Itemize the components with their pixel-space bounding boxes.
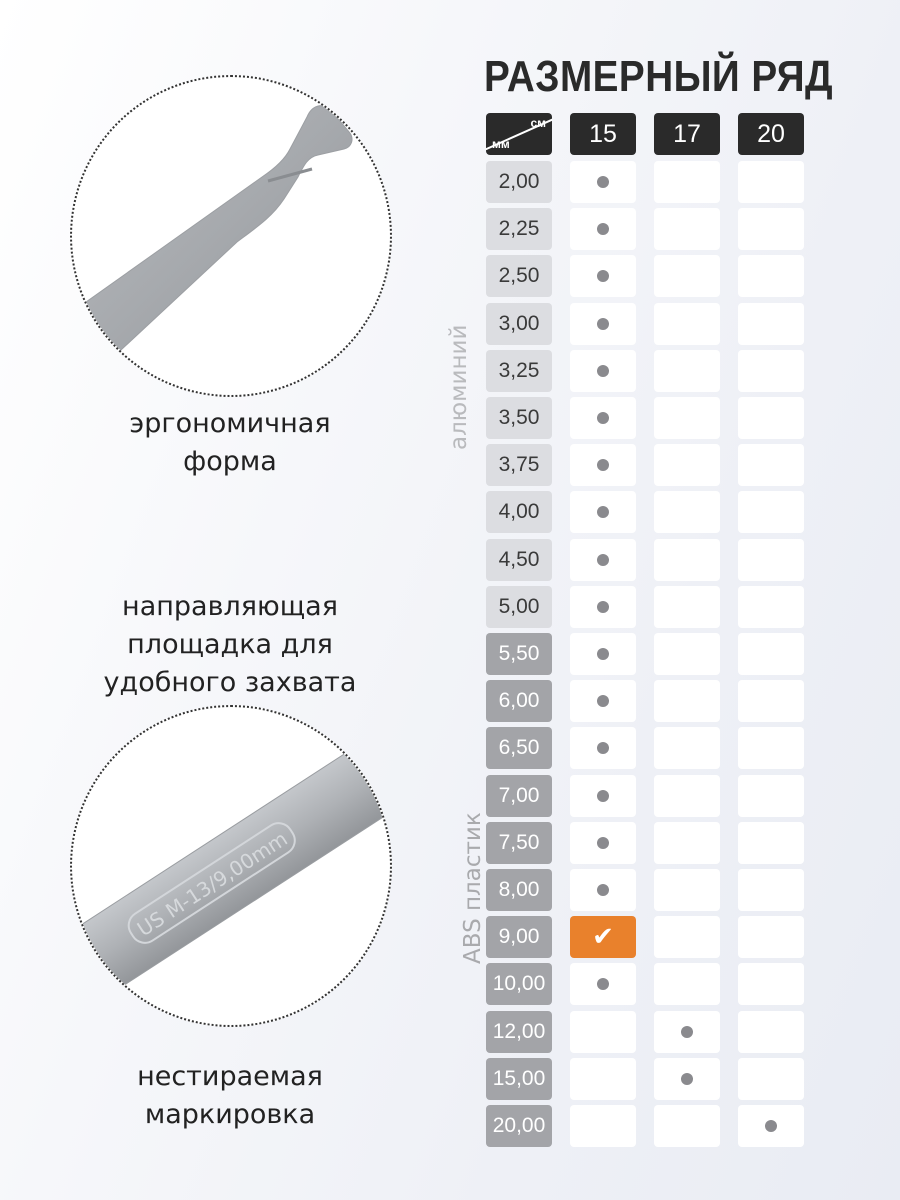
availability-cell bbox=[654, 255, 720, 297]
size-mm-cell: 20,00 bbox=[486, 1105, 552, 1147]
table-row bbox=[486, 1011, 806, 1053]
size-mm-cell: 2,00 bbox=[486, 161, 552, 203]
availability-cell bbox=[654, 350, 720, 392]
availability-cell bbox=[570, 1105, 636, 1147]
availability-cell bbox=[738, 1011, 804, 1053]
size-mm-cell: 3,00 bbox=[486, 303, 552, 345]
availability-cell bbox=[654, 1105, 720, 1147]
availability-dot-icon bbox=[597, 176, 609, 188]
availability-cell bbox=[570, 822, 636, 864]
size-mm-cell: 6,00 bbox=[486, 680, 552, 722]
availability-dot-icon bbox=[597, 506, 609, 518]
availability-cell bbox=[654, 680, 720, 722]
availability-cell bbox=[738, 1058, 804, 1100]
availability-cell bbox=[654, 397, 720, 439]
availability-dot-icon bbox=[597, 648, 609, 660]
availability-dot-icon bbox=[597, 412, 609, 424]
caption-line: удобного захвата bbox=[103, 667, 357, 698]
availability-cell bbox=[654, 1011, 720, 1053]
availability-cell bbox=[654, 586, 720, 628]
caption-guide bbox=[0, 588, 460, 702]
crochet-hook-head-image bbox=[72, 77, 392, 397]
length-header-17: 17 bbox=[654, 113, 720, 155]
availability-cell bbox=[570, 161, 636, 203]
availability-cell bbox=[570, 586, 636, 628]
table-row bbox=[486, 303, 806, 345]
caption-line: форма bbox=[183, 446, 277, 477]
header-mm-cm-corner bbox=[486, 113, 552, 155]
size-mm-cell: 12,00 bbox=[486, 1011, 552, 1053]
availability-cell bbox=[570, 539, 636, 581]
hook-marking-closeup bbox=[70, 705, 392, 1027]
availability-cell bbox=[570, 255, 636, 297]
table-row bbox=[486, 680, 806, 722]
availability-cell bbox=[654, 963, 720, 1005]
availability-cell bbox=[570, 727, 636, 769]
availability-cell bbox=[654, 869, 720, 911]
availability-cell bbox=[738, 727, 804, 769]
availability-cell bbox=[570, 963, 636, 1005]
availability-cell bbox=[654, 208, 720, 250]
availability-dot-icon bbox=[597, 365, 609, 377]
check-icon: ✔ bbox=[592, 922, 614, 953]
size-mm-cell: 6,50 bbox=[486, 727, 552, 769]
size-mm-cell: 4,50 bbox=[486, 539, 552, 581]
availability-dot-icon bbox=[681, 1026, 693, 1038]
table-row bbox=[486, 775, 806, 817]
material-label-aluminum: алюминий bbox=[446, 324, 472, 450]
table-row bbox=[486, 539, 806, 581]
availability-cell bbox=[570, 1058, 636, 1100]
size-mm-cell: 2,25 bbox=[486, 208, 552, 250]
availability-cell bbox=[654, 633, 720, 675]
table-row bbox=[486, 1058, 806, 1100]
size-mm-cell: 8,00 bbox=[486, 869, 552, 911]
hook-head-closeup bbox=[70, 75, 392, 397]
size-mm-cell: 9,00 bbox=[486, 916, 552, 958]
table-row bbox=[486, 397, 806, 439]
size-range-title: РАЗМЕРНЫЙ РЯД bbox=[484, 52, 834, 101]
size-mm-cell: 5,50 bbox=[486, 633, 552, 675]
availability-cell bbox=[570, 633, 636, 675]
availability-cell bbox=[738, 1105, 804, 1147]
availability-cell bbox=[570, 1011, 636, 1053]
table-row bbox=[486, 916, 806, 958]
availability-cell bbox=[738, 586, 804, 628]
availability-cell bbox=[570, 680, 636, 722]
table-row bbox=[486, 350, 806, 392]
availability-cell bbox=[738, 303, 804, 345]
availability-cell bbox=[654, 916, 720, 958]
size-mm-cell: 15,00 bbox=[486, 1058, 552, 1100]
length-header-20: 20 bbox=[738, 113, 804, 155]
availability-cell bbox=[738, 397, 804, 439]
size-mm-cell: 10,00 bbox=[486, 963, 552, 1005]
availability-cell bbox=[654, 491, 720, 533]
length-header-15: 15 bbox=[570, 113, 636, 155]
size-mm-cell: 3,25 bbox=[486, 350, 552, 392]
availability-cell bbox=[738, 350, 804, 392]
availability-cell bbox=[738, 822, 804, 864]
size-mm-cell: 4,00 bbox=[486, 491, 552, 533]
size-mm-cell: 2,50 bbox=[486, 255, 552, 297]
availability-cell bbox=[570, 397, 636, 439]
availability-dot-icon bbox=[597, 318, 609, 330]
availability-cell bbox=[738, 255, 804, 297]
availability-cell bbox=[654, 775, 720, 817]
availability-dot-icon bbox=[597, 601, 609, 613]
cm-label: см bbox=[530, 116, 546, 130]
availability-cell bbox=[570, 350, 636, 392]
availability-cell bbox=[570, 444, 636, 486]
availability-cell bbox=[570, 491, 636, 533]
table-row bbox=[486, 161, 806, 203]
availability-cell bbox=[738, 775, 804, 817]
material-label-abs: ABS пластик bbox=[460, 812, 486, 964]
table-row bbox=[486, 1105, 806, 1147]
table-row bbox=[486, 255, 806, 297]
caption-ergonomic bbox=[0, 405, 460, 481]
availability-dot-icon bbox=[597, 790, 609, 802]
availability-cell bbox=[738, 869, 804, 911]
hook-marking-text: US M-13/9,00mm bbox=[132, 826, 292, 942]
availability-cell bbox=[738, 208, 804, 250]
availability-dot-icon bbox=[597, 837, 609, 849]
availability-dot-icon bbox=[597, 459, 609, 471]
availability-cell bbox=[654, 727, 720, 769]
table-row bbox=[486, 869, 806, 911]
size-mm-cell: 7,00 bbox=[486, 775, 552, 817]
availability-cell bbox=[570, 208, 636, 250]
size-mm-cell: 3,75 bbox=[486, 444, 552, 486]
availability-cell bbox=[654, 444, 720, 486]
availability-dot-icon bbox=[681, 1073, 693, 1085]
availability-cell bbox=[654, 539, 720, 581]
availability-cell bbox=[654, 161, 720, 203]
availability-cell bbox=[570, 303, 636, 345]
table-row bbox=[486, 963, 806, 1005]
availability-cell bbox=[654, 303, 720, 345]
caption-marking bbox=[0, 1058, 460, 1134]
availability-dot-icon bbox=[597, 223, 609, 235]
table-row bbox=[486, 208, 806, 250]
table-row bbox=[486, 727, 806, 769]
caption-line: эргономичная bbox=[129, 408, 331, 439]
availability-dot-icon bbox=[597, 978, 609, 990]
table-row bbox=[486, 633, 806, 675]
crochet-hook-shaft-image bbox=[72, 707, 392, 1027]
table-row bbox=[486, 444, 806, 486]
availability-cell bbox=[738, 444, 804, 486]
availability-dot-icon bbox=[597, 884, 609, 896]
caption-line: направляющая bbox=[122, 591, 338, 622]
availability-cell bbox=[738, 963, 804, 1005]
mm-label: мм bbox=[492, 137, 510, 151]
availability-dot-icon bbox=[597, 554, 609, 566]
availability-dot-icon bbox=[597, 270, 609, 282]
availability-cell bbox=[738, 539, 804, 581]
availability-cell bbox=[570, 869, 636, 911]
availability-cell bbox=[654, 1058, 720, 1100]
caption-line: площадка для bbox=[127, 629, 333, 660]
availability-cell bbox=[570, 775, 636, 817]
availability-dot-icon bbox=[597, 695, 609, 707]
caption-line: маркировка bbox=[144, 1099, 316, 1130]
size-mm-cell: 3,50 bbox=[486, 397, 552, 439]
availability-cell-selected bbox=[570, 916, 636, 958]
table-row bbox=[486, 491, 806, 533]
availability-dot-icon bbox=[597, 742, 609, 754]
size-mm-cell: 7,50 bbox=[486, 822, 552, 864]
availability-cell bbox=[738, 916, 804, 958]
availability-dot-icon bbox=[765, 1120, 777, 1132]
availability-cell bbox=[738, 161, 804, 203]
size-mm-cell: 5,00 bbox=[486, 586, 552, 628]
caption-line: нестираемая bbox=[137, 1061, 323, 1092]
availability-cell bbox=[654, 822, 720, 864]
table-row bbox=[486, 822, 806, 864]
availability-cell bbox=[738, 633, 804, 675]
table-row bbox=[486, 586, 806, 628]
availability-cell bbox=[738, 491, 804, 533]
availability-cell bbox=[738, 680, 804, 722]
